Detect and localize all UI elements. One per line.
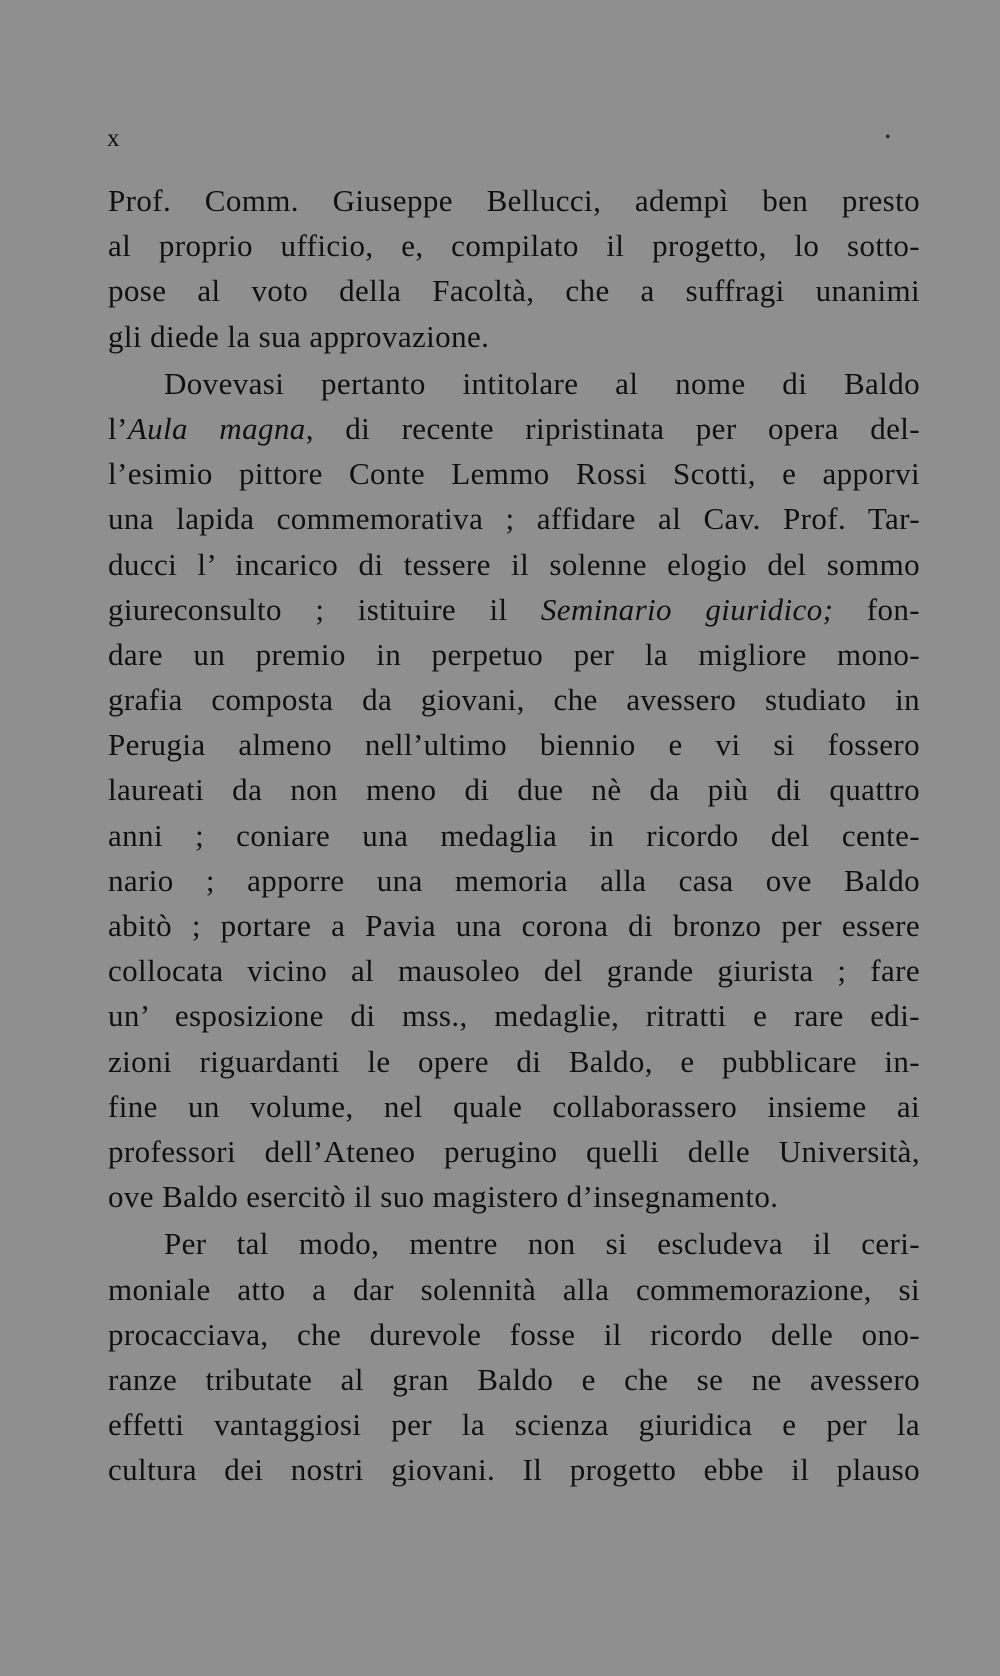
text-run: Prof. Comm. Giuseppe Bellucci, adempì ben presto [108,183,920,218]
text-line [108,948,920,993]
text-line [108,223,920,268]
text-line [108,268,920,313]
text-line [108,361,920,406]
text-line [108,1174,920,1219]
text-line [108,767,920,812]
text-run: anni ; coniare una medaglia in ricordo del cente- [108,817,920,853]
text-run: Perugia almeno nell’ultimo biennio e vi si fossero [108,727,920,763]
text-run: professori dell’Ateneo perugino quelli delle Università, [108,1133,920,1169]
text-run: Per tal modo, mentre non si escludeva il ceri- [164,1226,920,1262]
text-run: al proprio ufficio, e, compilato il progetto, lo sotto- [108,228,920,264]
text-line [108,451,920,496]
text-line [108,1039,920,1084]
text-run: ranze tributate al gran Baldo e che se ne avessero [108,1361,920,1397]
text-run: giureconsulto ; istituire il [108,591,541,627]
text-run: procacciava, che durevole fosse il ricordo delle ono- [108,1316,920,1352]
italic-run: Aula magna [127,410,306,446]
text-run: fine un volume, nel quale collaborassero insieme ai [108,1088,920,1124]
text-line [108,903,920,948]
text-line [108,1221,920,1266]
text-line [108,496,920,541]
text-run: collocata vicino al mausoleo del grande giurista ; fare [108,953,920,989]
body-text [108,178,920,1492]
text-run: , di recente ripristinata per opera del- [305,410,921,446]
text-line [108,632,920,677]
text-run: grafia composta da giovani, che avessero studiato in [108,682,920,718]
text-run: moniale atto a dar solennità alla commemorazione, si [108,1271,920,1307]
corner-mark: • [885,129,891,146]
text-line [108,314,920,359]
text-run: dare un premio in perpetuo per la migliore mono- [108,636,920,672]
text-line [108,1129,920,1174]
text-run: cultura dei nostri giovani. Il progetto ebbe il plauso [108,1452,920,1488]
text-line [108,587,920,632]
text-run: nario ; apporre una memoria alla casa ove Baldo [108,862,920,898]
text-run: un’ esposizione di mss., medaglie, ritratti e rare edi- [108,998,920,1034]
text-line [108,677,920,722]
text-line [108,542,920,587]
text-line [108,813,920,858]
text-run: l’esimio pittore Conte Lemmo Rossi Scotti, e apporvi [108,456,920,492]
text-run: pose al voto della Facoltà, che a suffragi unanimi [108,273,920,309]
text-line [108,1267,920,1312]
text-run: abitò ; portare a Pavia una corona di bronzo per essere [108,908,920,943]
text-run: ove Baldo esercitò il suo magistero d’insegnamento. [108,1179,779,1215]
text-run: l’ [108,410,128,446]
text-line [108,406,920,451]
text-line [108,1402,920,1447]
text-run: laureati da non meno di due nè da più di quattro [108,772,920,808]
page-number: x [107,125,121,152]
text-line [108,1357,920,1402]
text-run: effetti vantaggiosi per la scienza giuridica e per la [108,1407,920,1443]
italic-run: Seminario giuridico; [540,591,834,627]
text-run: ducci l’ incarico di tessere il solenne elogio del sommo [108,546,920,582]
text-run: zioni riguardanti le opere di Baldo, e pubblicare in- [108,1043,920,1079]
text-line [108,1447,920,1492]
text-run: fon- [833,591,920,627]
text-line [108,178,920,223]
text-run: una lapida commemorativa ; affidare al Cav. Prof. Tar- [108,501,920,537]
text-run: Dovevasi pertanto intitolare al nome di Baldo [164,365,920,401]
text-line [108,858,920,903]
text-line [108,1312,920,1357]
text-line [108,993,920,1038]
text-run: gli diede la sua approvazione. [108,318,490,354]
text-line [108,722,920,767]
text-line [108,1084,920,1129]
